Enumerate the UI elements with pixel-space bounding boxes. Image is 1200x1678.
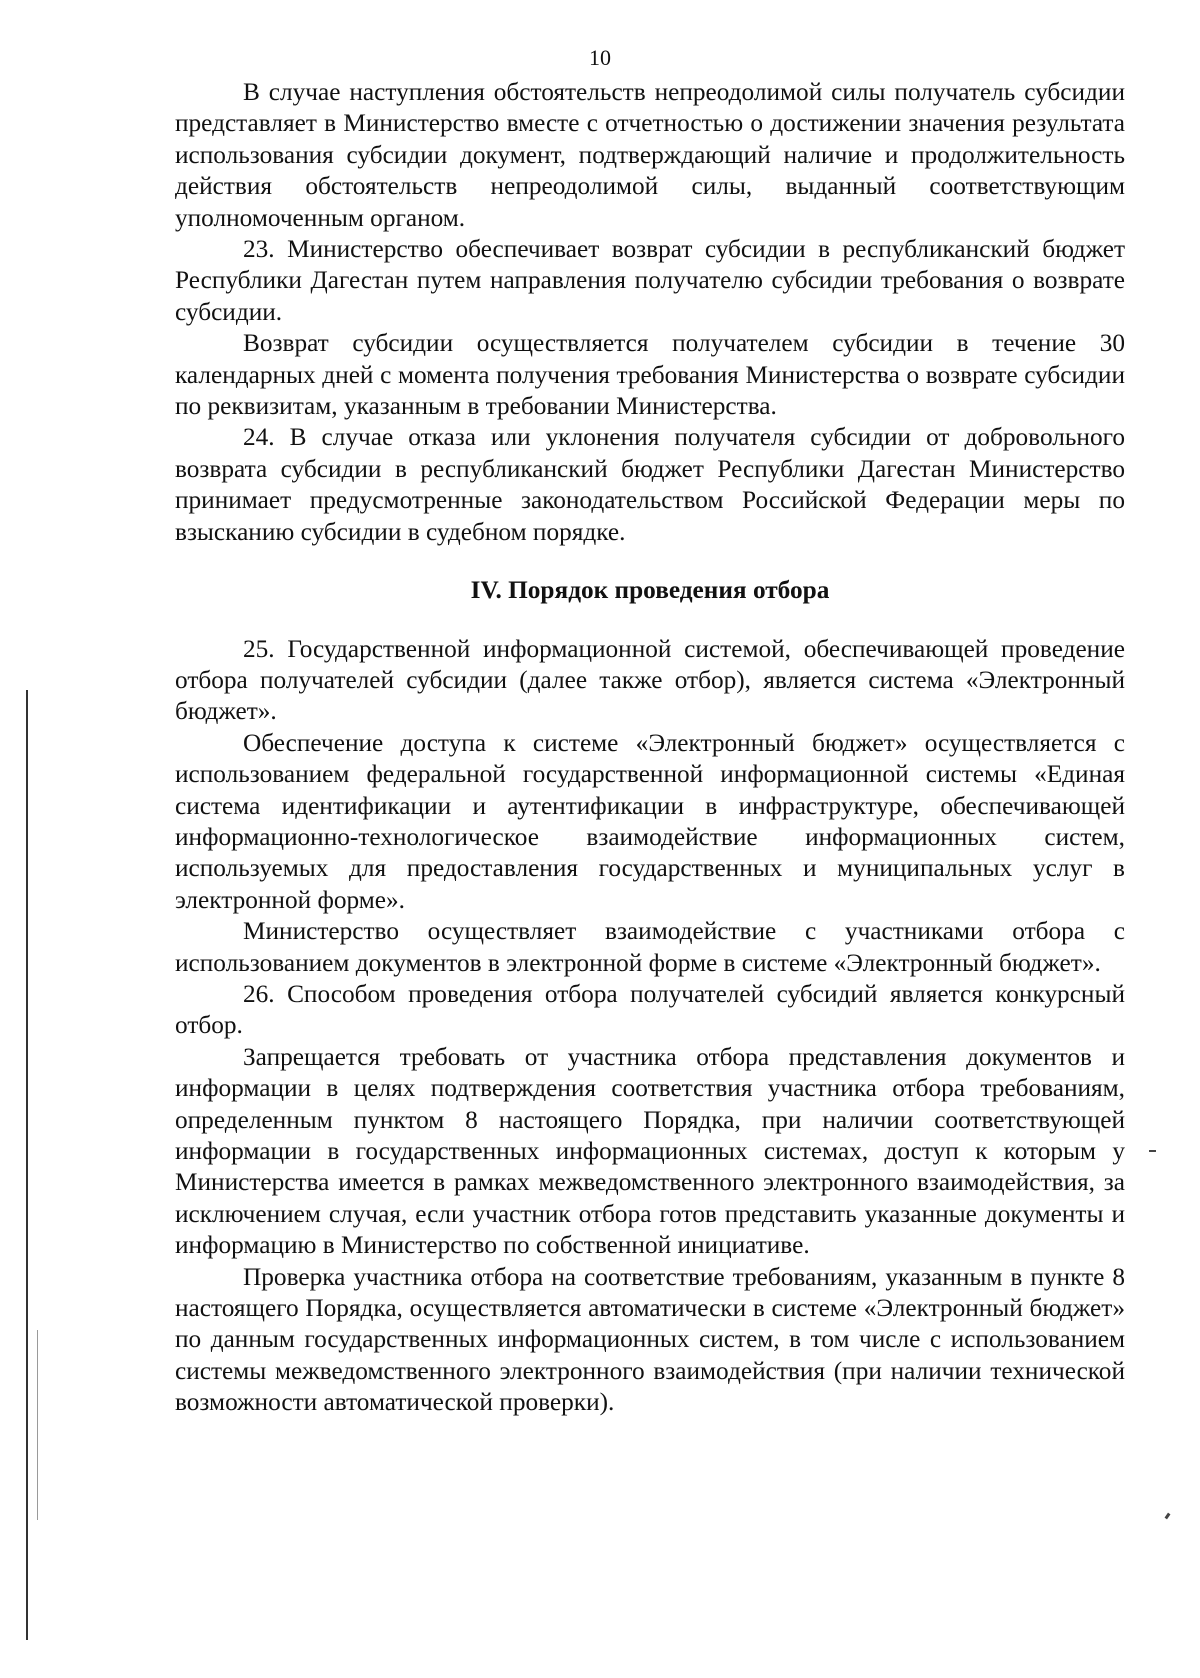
paragraph-26: 26. Способом проведения отбора получателей субсидий является конкурсный отбор. (175, 979, 1125, 1040)
paragraph-prohibition: Запрещается требовать от участника отбора представления документов и информации в целях подтверждения соответствия участника отбора требованиям, определенным пунктом 8 настоящего Порядка, при наличии соответствующей информации в государственных информационных системах, доступ к которым у Министерства имеется в рамках межведомственного электронного взаимодействия, за исключением случая, если участник отбора готов представить указанные документы и информацию в Министерство по собственной инициативе. (175, 1042, 1125, 1260)
paragraph-access: Обеспечение доступа к системе «Электронный бюджет» осуществляется с использованием федеральной государственной информационной системы «Единая система идентификации и аутентификации в инфраструктуре, обеспечивающей информационно-технологическое взаимодействие информационных систем, используемых для предоставления государственных и муниципальных услуг в электронной форме». (175, 728, 1125, 914)
scan-dot (1165, 1513, 1171, 1520)
scan-dot (1149, 1150, 1156, 1152)
scan-edge-line (26, 690, 28, 1640)
paragraph-refund-term: Возврат субсидии осуществляется получателем субсидии в течение 30 календарных дней с момента получения требования Министерства о возврате субсидии по реквизитам, указанным в требовании Министерства. (175, 329, 1125, 421)
paragraph-24: 24. В случае отказа или уклонения получателя субсидии от добровольного возврата субсидии в республиканский бюджет Республики Дагестан Министерство принимает предусмотренные законодательством Российской Федерации меры по взысканию субсидии в судебном порядке. (175, 423, 1125, 546)
scan-edge-line-faint (37, 1330, 38, 1520)
paragraph-force-majeure: В случае наступления обстоятельств непреодолимой силы получатель субсидии представляет в Министерство вместе с отчетностью о достижении значения результата использования субсидии документ, подтверждающий наличие и продолжительность действия обстоятельств непреодолимой силы, выданный соответствующим уполномоченным органом. (175, 78, 1125, 232)
paragraph-verification: Проверка участника отбора на соответствие требованиям, указанным в пункте 8 настоящего Порядка, осуществляется автоматически в системе «Электронный бюджет» по данным государственных информационных систем, в том числе с использованием системы межведомственного электронного взаимодействия (при наличии технической возможности автоматической проверки). (175, 1262, 1125, 1417)
document-body (175, 77, 1125, 1419)
paragraph-23: 23. Министерство обеспечивает возврат субсидии в республиканский бюджет Республики Дагестан путем направления получателю субсидии требования о возврате субсидии. (175, 235, 1125, 326)
section-heading: IV. Порядок проведения отбора (470, 576, 830, 605)
page-number: 10 (589, 45, 611, 70)
paragraph-interaction: Министерство осуществляет взаимодействие с участниками отбора с использованием документов в электронной форме в системе «Электронный бюджет». (175, 917, 1125, 977)
paragraph-25: 25. Государственной информационной системой, обеспечивающей проведение отбора получателей субсидии (далее также отбор), является система «Электронный бюджет». (175, 634, 1125, 726)
